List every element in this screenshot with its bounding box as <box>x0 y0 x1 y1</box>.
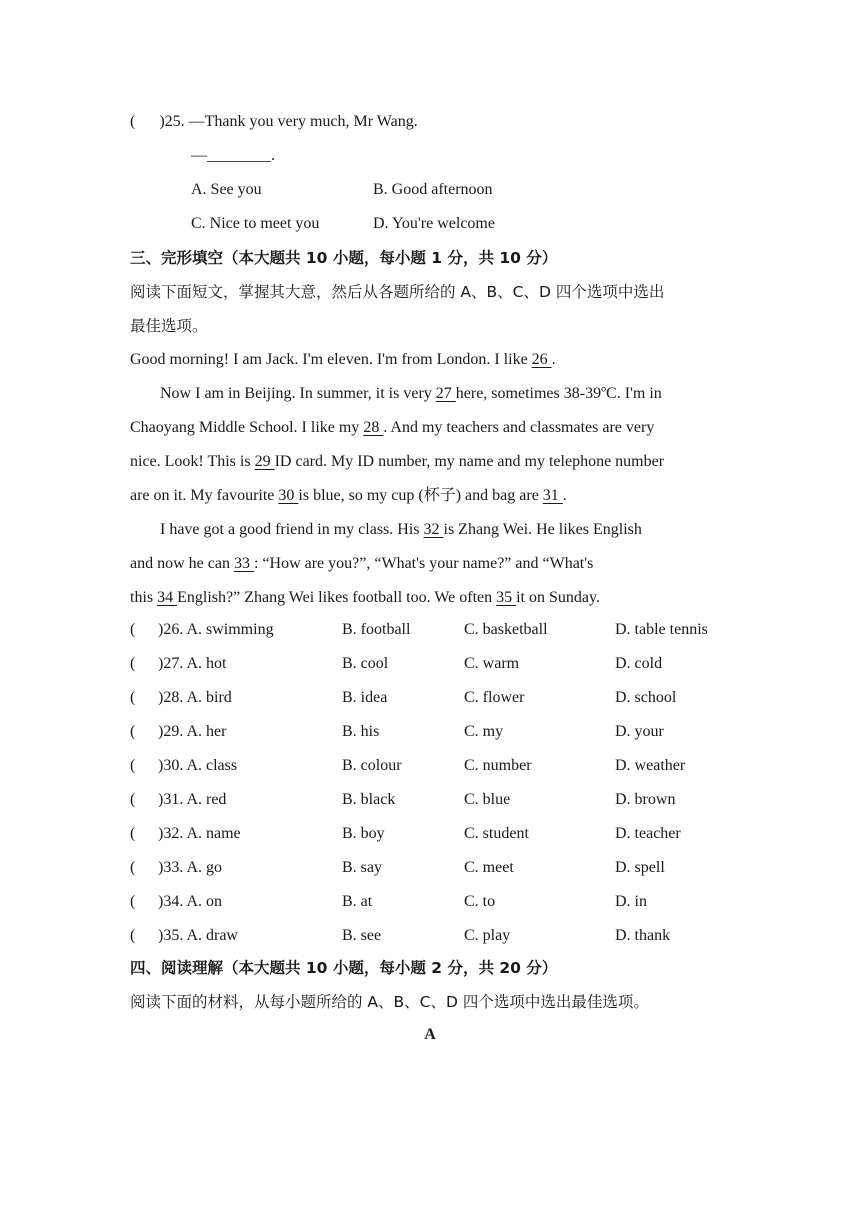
blank-27: 27 <box>435 385 456 402</box>
answer-paren: ( <box>130 621 136 638</box>
option-b: B. cool <box>342 655 389 672</box>
passage-text: Good morning! I am Jack. I'm eleven. I'm from London. I like <box>130 351 532 368</box>
cloze-question-row <box>130 688 730 708</box>
passage-text: . <box>562 487 567 504</box>
passage-text: . <box>551 351 556 368</box>
blank-31: 31 <box>542 487 563 504</box>
section-3-instruction-2: 最佳选项。 <box>130 317 208 335</box>
option-b: B. at <box>342 893 373 910</box>
answer-paren: ( <box>130 113 136 130</box>
option-d: D. thank <box>615 927 671 944</box>
passage-text: I have got a good friend in my class. His <box>160 521 424 538</box>
passage-text: Now I am in Beijing. In summer, it is very <box>160 385 436 402</box>
answer-paren: ( <box>130 825 136 842</box>
passage-text: is Zhang Wei. He likes English <box>443 521 642 538</box>
answer-paren: ( <box>130 927 136 944</box>
reading-part-label: A <box>424 1026 436 1043</box>
blank-34: 34 <box>157 589 178 606</box>
section-3-instruction-1: 阅读下面短文，掌握其大意，然后从各题所给的 A、B、C、D 四个选项中选出 <box>130 283 665 301</box>
option-c: C. play <box>464 927 511 944</box>
option-b: B. say <box>342 859 382 876</box>
question-25-text: )25. —Thank you very much, Mr Wang. <box>159 113 418 130</box>
option-c: C. flower <box>464 689 525 706</box>
cloze-question-row <box>130 892 730 912</box>
option-d: D. school <box>615 689 677 706</box>
answer-paren: ( <box>130 689 136 706</box>
passage-line <box>130 350 556 370</box>
option-d: D. cold <box>615 655 663 672</box>
blank-28: 28 <box>363 419 384 436</box>
answer-paren: ( <box>130 791 136 808</box>
option-a: A. See you <box>191 181 262 198</box>
passage-line <box>160 384 662 404</box>
option-d: D. spell <box>615 859 665 876</box>
cloze-question-row <box>130 926 730 946</box>
passage-text: it on Sunday. <box>516 589 600 606</box>
passage-line <box>130 588 600 608</box>
option-c: C. warm <box>464 655 520 672</box>
section-4-instruction: 阅读下面的材料，从每小题所给的 A、B、C、D 四个选项中选出最佳选项。 <box>130 993 649 1011</box>
passage-line <box>130 554 593 574</box>
question-number-option-a: )26. A. swimming <box>158 621 274 638</box>
question-number-option-a: )30. A. class <box>158 757 238 774</box>
answer-paren: ( <box>130 757 136 774</box>
question-number-option-a: )28. A. bird <box>158 689 232 706</box>
passage-line <box>130 486 567 506</box>
option-d: D. in <box>615 893 647 910</box>
passage-text: : “How are you?”, “What's your name?” and “What's <box>253 555 594 572</box>
passage-text: nice. Look! This is <box>130 453 255 470</box>
option-b: B. see <box>342 927 382 944</box>
answer-paren: ( <box>130 723 136 740</box>
option-d: D. your <box>615 723 664 740</box>
cloze-question-row <box>130 654 730 674</box>
option-c: C. basketball <box>464 621 548 638</box>
option-c: C. to <box>464 893 496 910</box>
blank-30: 30 <box>278 487 299 504</box>
option-c: C. meet <box>464 859 514 876</box>
question-number-option-a: )35. A. draw <box>158 927 238 944</box>
question-number-option-a: )34. A. on <box>158 893 222 910</box>
question-number-option-a: )27. A. hot <box>158 655 227 672</box>
option-b: B. colour <box>342 757 402 774</box>
option-d: D. You're welcome <box>373 215 495 232</box>
option-b: B. idea <box>342 689 388 706</box>
blank-32: 32 <box>423 521 444 538</box>
question-number-option-a: )31. A. red <box>158 791 227 808</box>
cloze-question-row <box>130 790 730 810</box>
answer-paren: ( <box>130 655 136 672</box>
option-c: C. Nice to meet you <box>191 215 320 232</box>
passage-text: . And my teachers and classmates are very <box>383 419 655 436</box>
question-number-option-a: )33. A. go <box>158 859 222 876</box>
passage-text: and now he can <box>130 555 234 572</box>
cloze-question-row <box>130 858 730 878</box>
option-b: B. boy <box>342 825 385 842</box>
option-c: C. my <box>464 723 504 740</box>
question-number-option-a: )29. A. her <box>158 723 227 740</box>
passage-text: English?” Zhang Wei likes football too. We often <box>177 589 497 606</box>
section-3-heading: 三、完形填空（本大题共 10 小题，每小题 1 分，共 10 分） <box>130 249 558 267</box>
passage-line <box>130 452 664 472</box>
cloze-question-row <box>130 722 730 742</box>
blank-26: 26 <box>531 351 552 368</box>
passage-text: is blue, so my cup (杯子) and bag are <box>298 487 543 504</box>
passage-line <box>130 418 654 438</box>
option-c: C. student <box>464 825 529 842</box>
answer-paren: ( <box>130 859 136 876</box>
option-c: C. blue <box>464 791 511 808</box>
option-d: D. brown <box>615 791 676 808</box>
option-b: B. his <box>342 723 380 740</box>
cloze-question-row <box>130 620 730 640</box>
cloze-question-row <box>130 824 730 844</box>
blank-33: 33 <box>233 555 254 572</box>
section-4-heading: 四、阅读理解（本大题共 10 小题，每小题 2 分，共 20 分） <box>130 959 558 977</box>
cloze-question-row <box>130 756 730 776</box>
option-d: D. teacher <box>615 825 681 842</box>
option-d: D. weather <box>615 757 686 774</box>
option-c: C. number <box>464 757 532 774</box>
passage-text: Chaoyang Middle School. I like my <box>130 419 364 436</box>
question-25-stem <box>130 112 418 132</box>
option-b: B. football <box>342 621 411 638</box>
passage-text: ID card. My ID number, my name and my telephone number <box>274 453 665 470</box>
passage-line <box>160 520 642 540</box>
option-d: D. table tennis <box>615 621 708 638</box>
passage-text: here, sometimes 38-39ºC. I'm in <box>455 385 662 402</box>
question-25-answer-line: —________. <box>191 147 275 164</box>
blank-29: 29 <box>254 453 275 470</box>
passage-text: are on it. My favourite <box>130 487 279 504</box>
question-number-option-a: )32. A. name <box>158 825 241 842</box>
option-b: B. black <box>342 791 396 808</box>
passage-text: this <box>130 589 158 606</box>
blank-35: 35 <box>496 589 517 606</box>
answer-paren: ( <box>130 893 136 910</box>
option-b: B. Good afternoon <box>373 181 493 198</box>
